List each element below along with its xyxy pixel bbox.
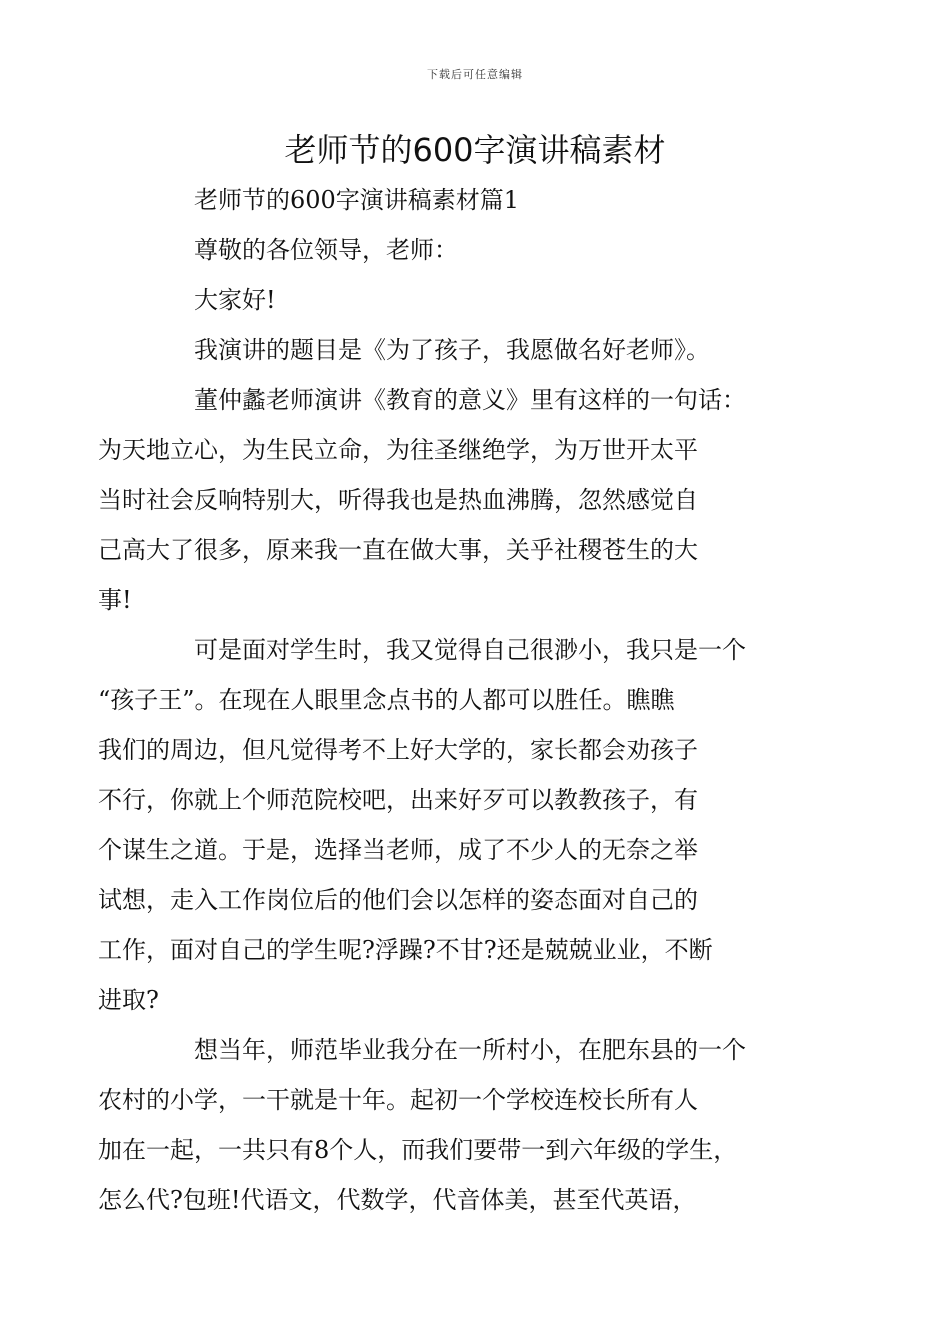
paragraph-line: 试想，走入工作岗位后的他们会以怎样的姿态面对自己的 — [98, 886, 698, 914]
paragraph-line: 事! — [98, 586, 132, 614]
paragraph-line: 为天地立心，为生民立命，为往圣继绝学，为万世开太平 — [98, 436, 698, 464]
paragraph-line: 个谋生之道。于是，选择当老师，成了不少人的无奈之举 — [98, 836, 698, 864]
paragraph-line: 尊敬的各位领导，老师： — [194, 236, 458, 264]
paragraph-line: 董仲蠡老师演讲《教育的意义》里有这样的一句话： — [194, 386, 746, 414]
paragraph-line: “孩子王”。在现在人眼里念点书的人都可以胜任。瞧瞧 — [98, 686, 675, 714]
paragraph-line: 我们的周边，但凡觉得考不上好大学的，家长都会劝孩子 — [98, 736, 698, 764]
paragraph-line: 当时社会反响特别大，听得我也是热血沸腾，忽然感觉自 — [98, 486, 698, 514]
paragraph — [146, 225, 818, 275]
paragraph-line: 可是面对学生时，我又觉得自己很渺小，我只是一个 — [194, 636, 746, 664]
paragraph-line: 己高大了很多，原来我一直在做大事，关乎社稷苍生的大 — [98, 536, 698, 564]
paragraph-line: 大家好! — [194, 286, 276, 314]
paragraph — [146, 275, 818, 325]
paragraph-line: 怎么代?包班!代语文，代数学，代音体美，甚至代英语， — [98, 1186, 697, 1214]
paragraph-line: 农村的小学，一干就是十年。起初一个学校连校长所有人 — [98, 1086, 698, 1114]
header-note: 下载后可任意编辑 — [427, 68, 523, 81]
paragraph — [146, 325, 818, 375]
paragraph — [98, 375, 818, 625]
paragraph-line: 想当年，师范毕业我分在一所村小，在肥东县的一个 — [194, 1036, 746, 1064]
paragraph-line: 加在一起，一共只有8个人，而我们要带一到六年级的学生， — [98, 1136, 738, 1164]
paragraph-line: 进取? — [98, 986, 159, 1014]
paragraph-line: 老师节的600字演讲稿素材篇1 — [194, 186, 520, 214]
paragraph-line: 工作，面对自己的学生呢?浮躁?不甘?还是兢兢业业，不断 — [98, 936, 713, 964]
document-body — [98, 175, 818, 1225]
paragraph-line: 不行，你就上个师范院校吧，出来好歹可以教教孩子，有 — [98, 786, 698, 814]
document-title: 老师节的600字演讲稿素材 — [284, 131, 666, 169]
paragraph — [98, 1025, 818, 1225]
paragraph — [98, 625, 818, 1025]
paragraph-line: 我演讲的题目是《为了孩子，我愿做名好老师》。 — [194, 336, 710, 364]
paragraph — [146, 175, 818, 225]
